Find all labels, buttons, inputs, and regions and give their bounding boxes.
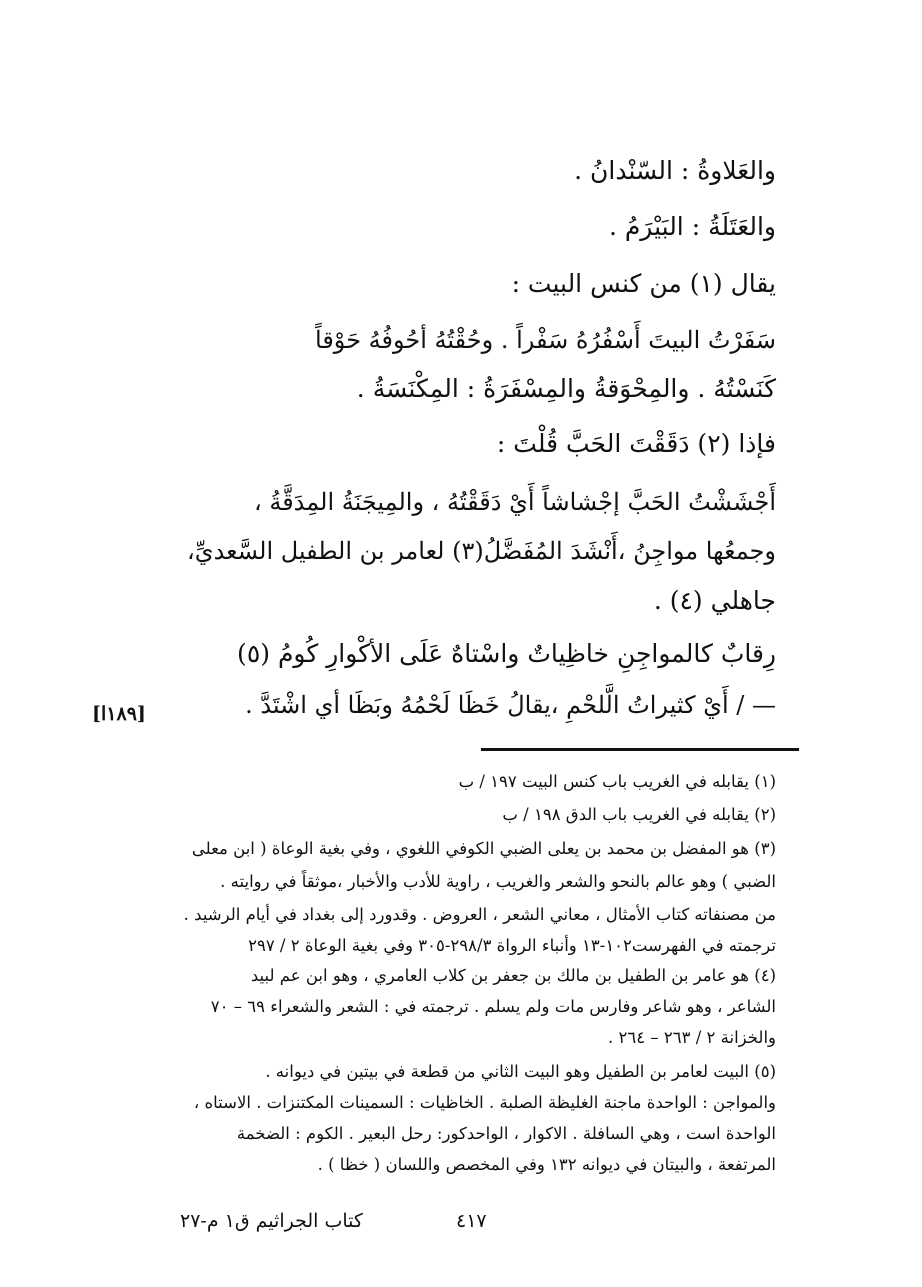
body-line-7: أَجْشَشْتُ الحَبَّ إجْشاشاً أَيْ دَقَقْتُهُ ، والمِيجَنَةُ المِدَقَّةُ ، (253, 488, 776, 516)
body-line-11: — / أَيْ كثيراتُ الَّلحْمِ ،يقالُ خَظَا لَحْمُهُ وبَظَا أي اشْتَدَّ . (245, 691, 776, 719)
body-line-2: والعَتَلَةُ : البَيْرَمُ . (608, 212, 776, 241)
verse-line: رِقابٌ كالمواجِنِ خاظِياتٌ واسْتاهٌ عَلَى الأكْوارِ كُومُ (٥) (237, 639, 776, 668)
body-line-6: فإذا (٢) دَقَقْتَ الحَبَّ قُلْتَ : (496, 429, 776, 458)
footnote-separator (481, 748, 799, 751)
page-number: ٤١٧ (456, 1210, 487, 1232)
body-line-4: سَفَرْتُ البيتَ أَسْفُرُهُ سَفْراً . وحُقْتُهُ أحُوفُهُ حَوْقاً (315, 326, 776, 354)
footnote-5-line-2: والمواجن : الواحدة ماجنة الغليظة الصلبة . الخاظيات : السمينات المكتنزات . الاستاه ، (193, 1093, 776, 1112)
footnote-5-line-1: (٥) البيت لعامر بن الطفيل وهو البيت الثاني من قطعة في بيتين في ديوانه . (265, 1062, 776, 1081)
body-line-9: جاهلي (٤) . (653, 586, 776, 615)
footnote-3-line-1: (٣) هو المفضل بن محمد بن يعلى الضبي الكوفي اللغوي ، وفي بغية الوعاة ( ابن معلى (191, 839, 776, 858)
footnote-4-line-2: الشاعر ، وهو شاعر وفارس مات ولم يسلم . ترجمته في : الشعر والشعراء ٦٩ – ٧٠ (210, 997, 776, 1016)
footnote-3-line-4: ترجمته في الفهرست١٠٢-١٣ وأنباء الرواة ٢٩٨/٣-٣٠٥ وفي بغية الوعاة ٢ / ٢٩٧ (248, 936, 776, 955)
footnote-4-line-3: والخزانة ٢ / ٢٦٣ – ٢٦٤ . (608, 1028, 776, 1047)
footer-signature: كتاب الجراثيم ق١ م-٢٧ (180, 1210, 363, 1232)
footnote-1: (١) يقابله في الغريب باب كنس البيت ١٩٧ / ب (458, 772, 776, 791)
footnote-3-line-2: الضبي ) وهو عالم بالنحو والشعر والغريب ، راوية للأدب والأخبار ،موثقاً في روايته . (220, 872, 776, 891)
body-line-3: يقال (١) من كنس البيت : (511, 269, 776, 298)
footnote-5-line-3: الواحدة است ، وهي السافلة . الاكوار ، الواحدكور: رحل البعير . الكوم : الضخمة (236, 1124, 776, 1143)
body-line-8: وجمعُها مواجِنُ ،أَنْشَدَ المُفَضَّلُ(٣) لعامر بن الطفيل السَّعديِّ، (187, 537, 776, 565)
footnote-4-line-1: (٤) هو عامر بن الطفيل بن مالك بن جعفر بن كلاب العامري ، وهو ابن عم لبيد (250, 966, 776, 985)
margin-folio-reference: [١٨٩ا] (92, 703, 146, 725)
footnote-2: (٢) يقابله في الغريب باب الدق ١٩٨ / ب (502, 805, 776, 824)
footnote-3-line-3: من مصنفاته كتاب الأمثال ، معاني الشعر ، العروض . وقدورد إلى بغداد في أيام الرشيد . (183, 905, 776, 924)
body-line-5: كَنَسْتُهُ . والمِحْوَقةُ والمِسْفَرَةُ : المِكْنَسَةُ . (356, 374, 776, 403)
footnote-5-line-4: المرتفعة ، والبيتان في ديوانه ١٣٢ وفي المخصص واللسان ( خظا ) . (317, 1155, 776, 1174)
body-line-1: والعَلاوةُ : السّنْدانُ . (574, 156, 776, 185)
